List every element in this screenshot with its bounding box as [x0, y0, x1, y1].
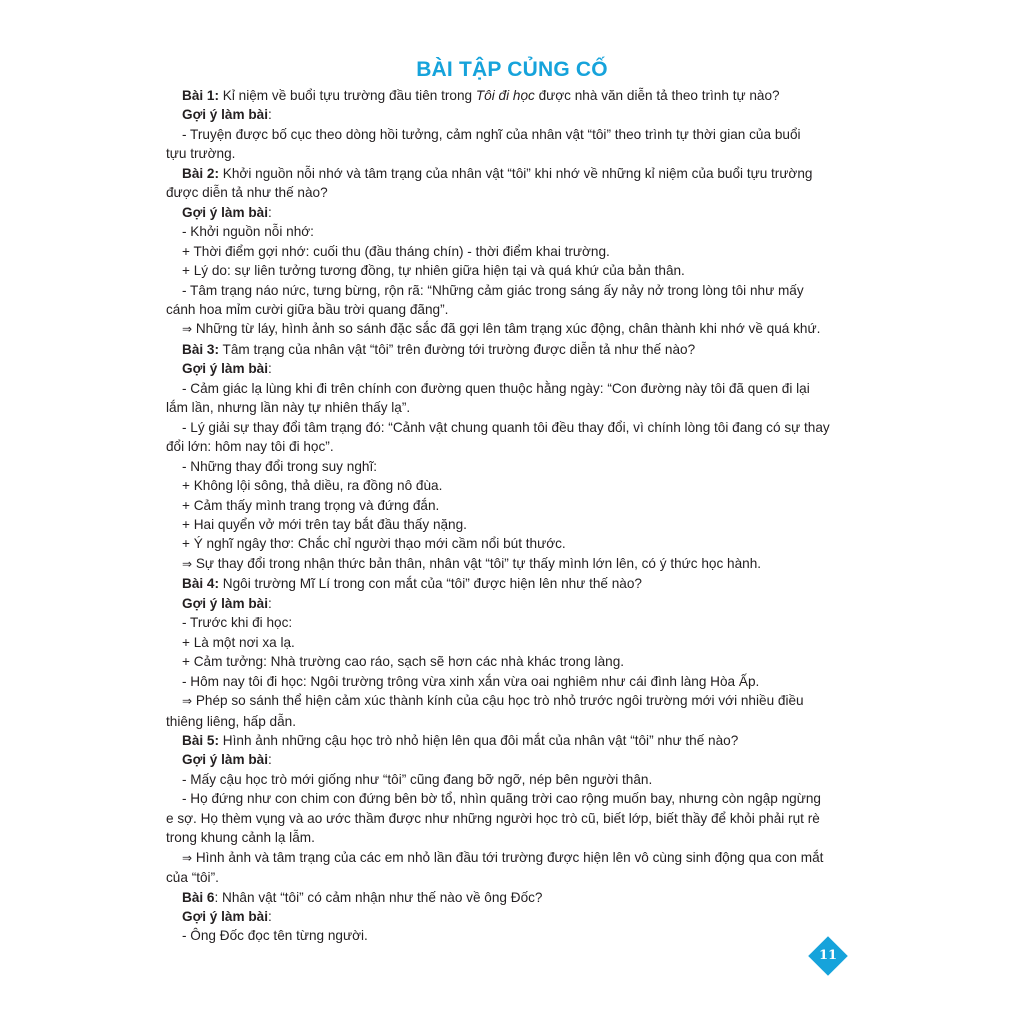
question-text: Tâm trạng của nhân vật “tôi” trên đường tới trường được diễn tả như thế nào? — [219, 341, 696, 357]
answer-line — [166, 379, 850, 398]
answer-text: + Cảm tưởng: Nhà trường cao ráo, sạch sẽ hơn các nhà khác trong làng. — [182, 654, 625, 670]
exercise-label: Bài 2: — [182, 165, 220, 181]
answer-text: trong khung cảnh lạ lẫm. — [166, 830, 315, 846]
answer-line — [166, 712, 850, 731]
answer-line — [166, 868, 850, 887]
hint-colon: : — [267, 107, 272, 123]
answer-line — [166, 281, 850, 300]
answer-text: đổi lớn: hôm nay tôi đi học”. — [166, 439, 334, 455]
question-text: Hình ảnh những cậu học trò nhỏ hiện lên qua đôi mắt của nhân vật “tôi” như thế nào? — [219, 732, 739, 748]
answer-line — [166, 144, 850, 163]
question-line — [166, 888, 850, 907]
arrow-icon: ⇒ — [182, 322, 193, 337]
hint-heading — [166, 203, 850, 222]
exercise-block — [166, 888, 850, 946]
answer-line — [166, 476, 850, 495]
question-text: được diễn tả như thế nào? — [166, 185, 328, 201]
hint-heading — [166, 105, 850, 124]
answer-line — [166, 770, 850, 789]
answer-text: tựu trường. — [166, 146, 236, 162]
answer-text: thiêng liêng, hấp dẫn. — [166, 713, 297, 729]
answer-text: + Ý nghĩ ngây thơ: Chắc chỉ người thạo mới cầm nổi bút thước. — [182, 536, 566, 552]
question-text: Kỉ niệm về buổi tựu trường đầu tiên trong — [219, 88, 476, 103]
page-number-badge — [808, 936, 848, 976]
answer-text: của “tôi”. — [166, 870, 219, 886]
exercise-block — [166, 731, 850, 888]
hint-colon: : — [267, 909, 272, 925]
answer-line — [166, 534, 850, 553]
question-line — [166, 340, 850, 359]
answer-text: - Hôm nay tôi đi học: Ngôi trường trông vừa xinh xắn vừa oai nghiêm như cái đình làng Hòa Ấp. — [182, 673, 760, 689]
answer-line — [166, 398, 850, 417]
answer-text: - Tâm trạng náo nức, tưng bừng, rộn rã: “Những cảm giác trong sáng ấy nảy nở trong lòng tôi như mấy — [182, 282, 804, 298]
answer-line — [166, 125, 850, 144]
answer-line — [166, 554, 850, 574]
answer-text: - Những thay đổi trong suy nghĩ: — [182, 458, 377, 474]
hint-heading — [166, 750, 850, 769]
answer-text: lắm lần, nhưng lần này tự nhiên thấy lạ”. — [166, 400, 411, 416]
answer-line — [166, 926, 850, 945]
hint-label: Gợi ý làm bài — [182, 204, 268, 220]
question-line — [166, 86, 850, 105]
answer-line — [166, 222, 850, 241]
question-text: được nhà văn diễn tả theo trình tự nào? — [534, 88, 780, 103]
answer-text: - Họ đứng như con chim con đứng bên bờ tổ, nhìn quãng trời cao rộng muốn bay, nhưng còn ngập ngừng — [182, 791, 821, 807]
answer-line — [166, 457, 850, 476]
answer-text: - Mấy cậu học trò mới giống như “tôi” cũng đang bỡ ngỡ, nép bên người thân. — [182, 771, 653, 787]
answer-line — [166, 672, 850, 691]
answer-line — [166, 300, 850, 319]
answer-text: - Cảm giác lạ lùng khi đi trên chính con đường quen thuộc hằng ngày: “Con đường này tôi đã quen đi lại — [182, 380, 810, 396]
exercise-label: Bài 3: — [182, 341, 220, 357]
hint-label: Gợi ý làm bài — [182, 361, 268, 377]
answer-line — [166, 691, 850, 711]
hint-heading — [166, 594, 850, 613]
answer-line — [166, 319, 850, 339]
answer-text: - Khởi nguồn nỗi nhớ: — [182, 224, 314, 240]
answer-line — [166, 809, 850, 828]
arrow-icon: ⇒ — [182, 694, 193, 709]
answer-line — [166, 652, 850, 671]
exercise-block — [166, 340, 850, 574]
answer-text: - Truyện được bố cục theo dòng hồi tưởng, cảm nghĩ của nhân vật “tôi” theo trình tự thời gian của buổi — [182, 126, 801, 142]
answer-text: e sợ. Họ thèm vụng và ao ước thầm được như những người học trò cũ, biết lớp, biết thầy để khỏi phải rụt rè — [166, 810, 820, 826]
hint-label: Gợi ý làm bài — [182, 107, 268, 123]
page-number: 11 — [818, 948, 838, 963]
exercise-block — [166, 164, 850, 340]
answer-text: + Thời điểm gợi nhớ: cuối thu (đầu tháng chín) - thời điểm khai trường. — [182, 243, 610, 259]
answer-text: + Không lội sông, thả diều, ra đồng nô đùa. — [182, 478, 443, 494]
answer-text: + Cảm thấy mình trang trọng và đứng đắn. — [182, 497, 440, 513]
answer-text: cánh hoa mỉm cười giữa bầu trời quang đãng”. — [166, 301, 449, 317]
question-line — [166, 183, 850, 202]
answer-text: + Là một nơi xa lạ. — [182, 634, 295, 650]
exercise-block — [166, 86, 850, 164]
answer-line — [166, 437, 850, 456]
hint-label: Gợi ý làm bài — [182, 909, 268, 925]
answer-line — [166, 613, 850, 632]
hint-colon: : — [267, 752, 272, 768]
exercise-label: Bài 5: — [182, 732, 220, 748]
hint-label: Gợi ý làm bài — [182, 595, 268, 611]
answer-text: - Lý giải sự thay đổi tâm trạng đó: “Cảnh vật chung quanh tôi đều thay đổi, vì chính lòng tôi đang có sự thay — [182, 419, 830, 435]
hint-colon: : — [267, 361, 272, 377]
hint-colon: : — [267, 204, 272, 220]
answer-text: - Ông Đốc đọc tên từng người. — [182, 928, 368, 944]
exercise-label: Bài 4: — [182, 576, 220, 592]
answer-line — [166, 261, 850, 280]
answer-line — [166, 242, 850, 261]
question-text: : Nhân vật “tôi” có cảm nhận như thế nào về ông Đốc? — [214, 889, 543, 905]
exercise-label: Bài 1: — [182, 88, 220, 103]
arrow-icon: ⇒ — [182, 850, 193, 865]
answer-line — [166, 418, 850, 437]
answer-text: Sự thay đổi trong nhận thức bản thân, nhân vật “tôi” tự thấy mình lớn lên, có ý thức học hành. — [192, 555, 762, 571]
question-line — [166, 731, 850, 750]
exercise-label: Bài 6 — [182, 889, 215, 905]
arrow-icon: ⇒ — [182, 556, 193, 571]
page-title: BÀI TẬP CỦNG CỐ — [416, 58, 608, 81]
question-line — [166, 164, 850, 183]
question-text: Khởi nguồn nỗi nhớ và tâm trạng của nhân vật “tôi” khi nhớ về những kỉ niệm của buổi tựu trường — [219, 165, 813, 181]
hint-colon: : — [267, 595, 272, 611]
answer-line — [166, 828, 850, 847]
question-text: Ngôi trường Mĩ Lí trong con mắt của “tôi” được hiện lên như thế nào? — [219, 576, 642, 592]
answer-text: Phép so sánh thể hiện cảm xúc thành kính của cậu học trò nhỏ trước ngôi trường mới với nhiều điều — [192, 693, 804, 709]
answer-text: Hình ảnh và tâm trạng của các em nhỏ lần đầu tới trường được hiện lên vô cùng sinh động qua con mắt — [192, 849, 824, 865]
answer-text: - Trước khi đi học: — [182, 615, 293, 631]
hint-heading — [166, 907, 850, 926]
hint-heading — [166, 359, 850, 378]
answer-line — [166, 496, 850, 515]
exercise-list — [166, 86, 850, 946]
answer-line — [166, 515, 850, 534]
answer-text: Những từ láy, hình ảnh so sánh đặc sắc đã gợi lên tâm trạng xúc động, chân thành khi nhớ về quá khứ. — [192, 321, 821, 337]
answer-text: + Lý do: sự liên tưởng tương đồng, tự nhiên giữa hiện tại và quá khứ của bản thân. — [182, 263, 685, 279]
answer-line — [166, 789, 850, 808]
answer-line — [166, 633, 850, 652]
answer-line — [166, 848, 850, 868]
question-line — [166, 574, 850, 593]
answer-text: + Hai quyển vở mới trên tay bắt đầu thấy nặng. — [182, 516, 467, 532]
exercise-block — [166, 574, 850, 731]
hint-label: Gợi ý làm bài — [182, 752, 268, 768]
work-title: Tôi đi học — [475, 88, 535, 103]
